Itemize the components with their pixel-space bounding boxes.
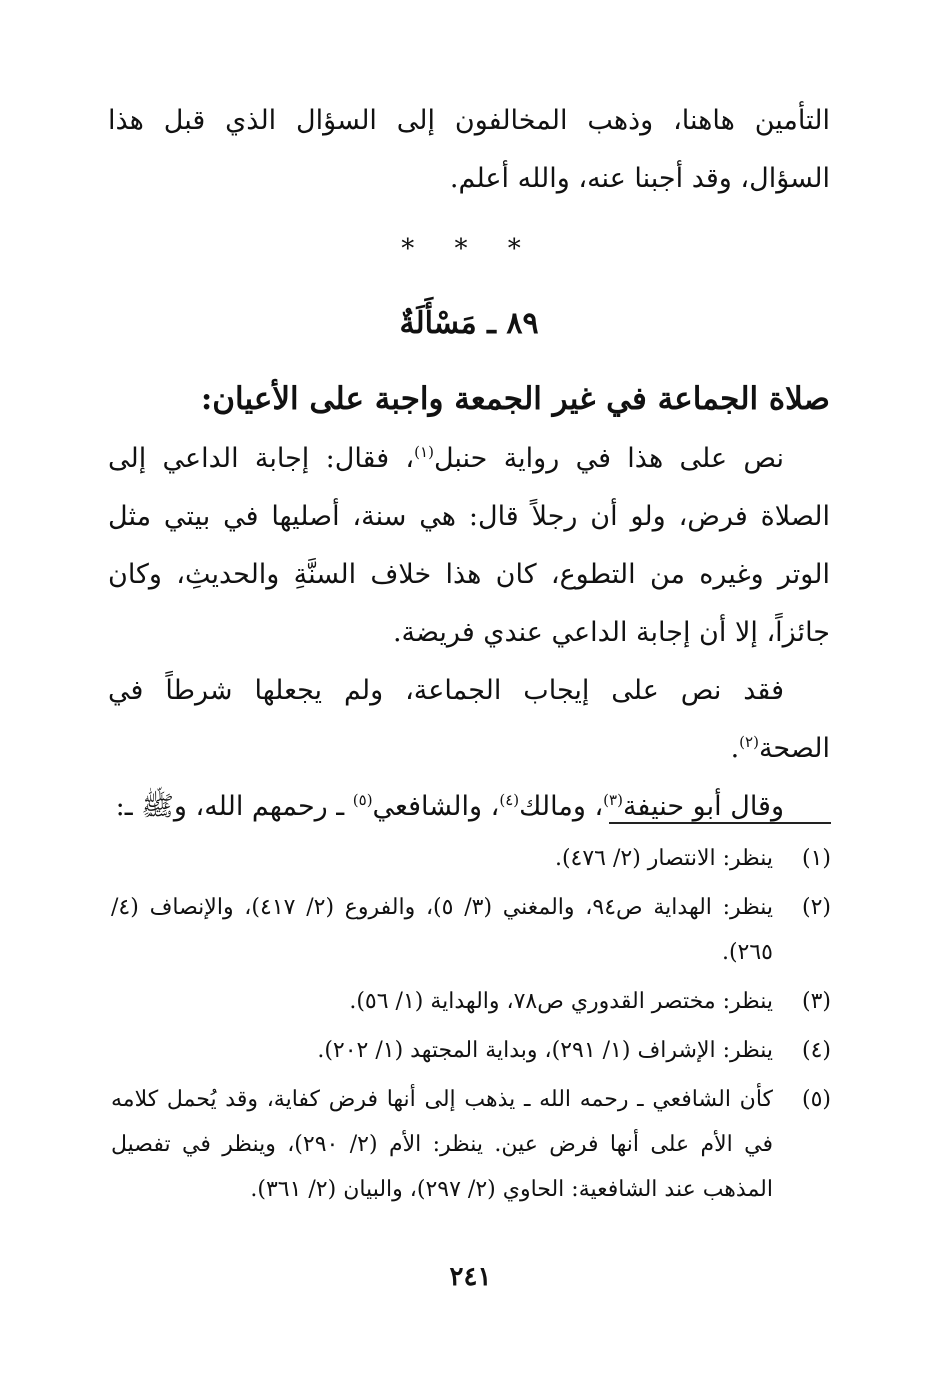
footnote-ref-5[interactable]: (٥): [352, 791, 373, 809]
paragraph-1: [108, 430, 830, 662]
footnote-text: ينظر: الهداية ص٩٤، والمغني (٣/ ٥)، والفروع (٢/ ٤١٧)، والإنصاف (٤/ ٢٦٥).: [111, 895, 774, 965]
footnote-number: (٢): [801, 895, 831, 920]
footnote-3: [111, 979, 831, 1024]
footnote-number: (١): [801, 846, 831, 871]
footnote-number: (٤): [801, 1038, 831, 1063]
issue-label: مَسْأَلَةٌ: [399, 306, 477, 341]
paragraph-3: [108, 778, 830, 836]
honorific-glyph: ﷺ: [141, 791, 174, 822]
carryover-line-1: التأمين هاهنا، وذهب المخالفون إلى السؤال الذي قبل هذا السؤال، وقد: [108, 105, 830, 194]
section-heading: صلاة الجماعة في غير الجمعة واجبة على الأعيان:: [200, 381, 830, 417]
paragraph-3-part-2: ، ومالك: [519, 791, 604, 822]
carryover-line-2: أجبنا عنه، والله أعلم.: [449, 163, 684, 194]
footnote-1: [111, 836, 831, 881]
paragraph-1-part-1: نص على هذا في رواية حنبل: [433, 443, 784, 474]
footnote-text: كأن الشافعي ـ رحمه الله ـ يذهب إلى أنها فرض كفاية، وقد يُحمل كلامه في الأم على أنها فرض عين. ينظر: الأم (٢/ ٢٩٠)، وينظر في تفصيل المذهب عند الشافعية: الحاوي (٢/ ٢٩٧)، والبيان (٢/ ٣٦١).: [111, 1087, 774, 1202]
carryover-text: [108, 92, 830, 208]
footnote-ref-1[interactable]: (١): [414, 443, 434, 461]
footnote-ref-3[interactable]: (٣): [603, 791, 623, 809]
footnote-separator: [609, 822, 831, 824]
issue-number: ٨٩ ـ: [487, 306, 539, 341]
footnote-text: ينظر: مختصر القدوري ص٧٨، والهداية (١/ ٥٦).: [349, 989, 773, 1014]
paragraph-1-part-2: ، فقال: إجابة الداعي إلى الصلاة فرض، ولو أن رجلاً قال: هي سنة، أصليها في بيتي مثل الوتر وغيره من التطوع، كان هذا خلاف السنَّةِ والحديثِ، وكان جائزاً، إلا أن إجابة الداعي عندي فريضة.: [108, 443, 830, 648]
paragraph-3-part-4: ـ رحمهم الله، و: [173, 791, 353, 822]
footnote-4: [111, 1028, 831, 1073]
section-divider: * * *: [401, 234, 537, 264]
footnote-ref-2[interactable]: (٢): [739, 733, 759, 751]
paragraph-3-part-5: ـ:: [115, 791, 142, 822]
paragraph-2-part-1: فقد نص على إيجاب الجماعة، ولم يجعلها شرطاً في الصحة: [108, 675, 830, 764]
page-number: ٢٤١: [449, 1262, 492, 1292]
paragraph-3-part-3: ، والشافعي: [372, 791, 500, 822]
footnote-number: (٣): [801, 989, 831, 1014]
page-body: [108, 92, 830, 836]
footnote-text: ينظر: الإشراف (١/ ٢٩١)، وبداية المجتهد (١/ ٢٠٢).: [317, 1038, 773, 1063]
footnote-2: [111, 885, 831, 975]
footnote-number: (٥): [801, 1087, 831, 1112]
paragraph-3-part-1: وقال أبو حنيفة: [622, 791, 784, 822]
footnote-5: [111, 1077, 831, 1212]
footnotes: [111, 836, 831, 1216]
paragraph-2: [108, 662, 830, 778]
issue-title: [108, 298, 830, 350]
footnote-text: ينظر: الانتصار (٢/ ٤٧٦).: [554, 846, 773, 871]
footnote-ref-4[interactable]: (٤): [499, 791, 520, 809]
paragraph-2-part-2: .: [730, 733, 740, 764]
